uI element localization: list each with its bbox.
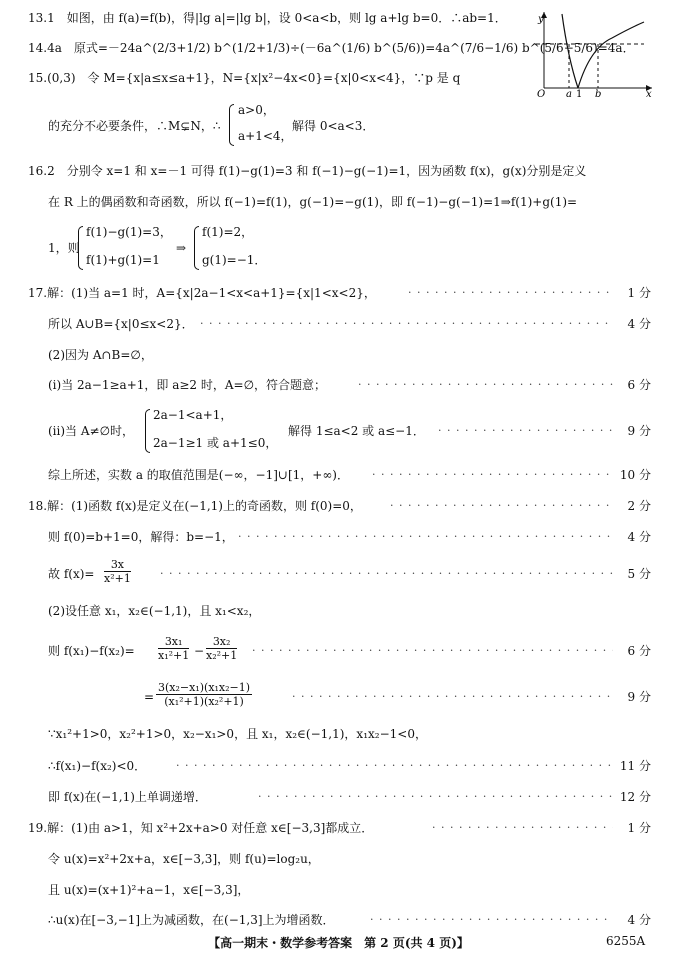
score: 9 分 [627, 690, 651, 704]
score: 1 分 [627, 286, 651, 300]
graph-a-label: a [566, 89, 572, 98]
leader-dots [200, 316, 613, 332]
score: 12 分 [619, 790, 651, 804]
q18-line-2: 则 f(0)=b+1=0，解得：b=−1， [48, 530, 234, 544]
brace [145, 409, 150, 453]
q18-line-6: ∵x₁²+1>0，x₂²+1>0，x₂−x₁>0，且 x₁，x₂∈(−1,1)，x₁x₂−1<0， [48, 727, 427, 741]
q18-line-5: 则 f(x₁)−f(x₂)= [48, 644, 135, 658]
page-footer: 【高一期末・数学参考答案 第 2 页(共 4 页)】 [208, 936, 469, 950]
score: 11 分 [619, 759, 651, 773]
leader-dots [258, 789, 613, 805]
q17-line-6: 综上所述，实数 a 的取值范围是(−∞，−1]∪[1，+∞)． [48, 468, 349, 482]
fraction [104, 558, 131, 585]
q13-line: 13.1 如图，由 f(a)=f(b)，得|lg a|=|lg b|，设 0<a<b，则 lg a+lg b=0．∴ab=1． [28, 11, 507, 25]
fraction-numerator: 3x₂ [206, 635, 237, 649]
q16-line-1: 16.2 分别令 x=1 和 x=－1 可得 f(1)−g(1)=3 和 f(−1)−g(−1)=1，因为函数 f(x)，g(x)分别是定义 [28, 164, 587, 178]
graph-b-label: b [595, 89, 602, 98]
q17-line-2: 所以 A∪B={x|0≤x<2}． [48, 317, 194, 331]
leader-dots [432, 820, 613, 836]
minus-sign: − [194, 644, 205, 658]
q18-line-4: (2)设任意 x₁，x₂∈(−1,1)，且 x₁<x₂， [48, 604, 261, 618]
q14-line: 14.4a 原式=－24a^(2/3+1/2) b^(1/2+1/3)÷(－6a^(1/6) b^(5/6))=4a^(7/6−1/6) b^(5/6−5/6)=4a． [28, 41, 635, 55]
graph-y-label: y [538, 14, 544, 25]
q16-eq-2: f(1)+g(1)=1 [86, 253, 160, 267]
leader-dots [160, 566, 613, 582]
score: 6 分 [627, 644, 651, 658]
q15-line-2: 的充分不必要条件，∴M⊊N，∴ [48, 119, 221, 133]
fraction-numerator: 3x₁ [158, 635, 189, 649]
q15-cond-2: a+1<4， [238, 129, 293, 143]
q16-eq-3: f(1)=2， [202, 225, 254, 239]
q15-line-1: 15.(0,3) 令 M={x|a≤x≤a+1}，N={x|x²−4x<0}={x|0<x<4}，∵p 是 q [28, 71, 461, 85]
q19-line-4: ∴u(x)在[−3,−1]上为减函数，在(−1,3]上为增函数． [48, 913, 335, 927]
leader-dots [292, 689, 613, 705]
fraction-denominator: (x₁²+1)(x₂²+1) [164, 695, 244, 708]
score: 1 分 [627, 821, 651, 835]
fraction-numerator: 3(x₂−x₁)(x₁x₂−1) [158, 681, 251, 694]
q18-line-1: 18.解：(1)函数 f(x)是定义在(−1,1)上的奇函数，则 f(0)=0， [28, 499, 362, 513]
q17-cond-1: 2a−1<a+1， [153, 408, 233, 422]
fraction [158, 635, 189, 662]
q17-line-5: (ii)当 A≠∅时， [48, 424, 135, 438]
score: 4 分 [627, 317, 651, 331]
graph-x-label: x [646, 89, 652, 98]
q19-line-1: 19.解：(1)由 a>1，知 x²+2x+a>0 对任意 x∈[−3,3]都成立． [28, 821, 374, 835]
leader-dots [176, 758, 613, 774]
brace [78, 226, 83, 270]
brace [229, 104, 234, 146]
q16-eq-4: g(1)=−1． [202, 253, 267, 267]
q16-line-2: 在 R 上的偶函数和奇函数，所以 f(−1)=f(1)，g(−1)=−g(1)，即 f(−1)−g(−1)=1⇒f(1)+g(1)= [48, 195, 578, 209]
q17-line-1: 17.解：(1)当 a=1 时，A={x|2a−1<x<a+1}={x|1<x<2}， [28, 286, 376, 300]
leader-dots [390, 498, 613, 514]
q18-line-7: ∴f(x₁)−f(x₂)<0． [48, 759, 147, 773]
score: 4 分 [627, 913, 651, 927]
q17-line-3: (2)因为 A∩B=∅， [48, 348, 153, 362]
q19-line-3: 且 u(x)=(x+1)²+a−1，x∈[−3,3]， [48, 883, 250, 897]
q18-line-8: 即 f(x)在(−1,1)上单调递增． [48, 790, 207, 804]
fraction-numerator: 3x [104, 558, 131, 572]
q18-line-3: 故 f(x)= [48, 567, 95, 581]
q15-cond-1: a>0， [238, 103, 275, 117]
leader-dots [372, 467, 613, 483]
score: 6 分 [627, 378, 651, 392]
fraction-denominator: x²+1 [104, 572, 131, 585]
score: 10 分 [619, 468, 651, 482]
implies-arrow: ⇒ [176, 241, 187, 255]
document-code: 6255A [606, 934, 646, 948]
score: 4 分 [627, 530, 651, 544]
fraction-denominator: x₁²+1 [158, 649, 190, 662]
fraction [206, 635, 237, 662]
q17-line-4: (i)当 2a−1≥a+1，即 a≥2 时，A=∅，符合题意； [48, 378, 327, 392]
q17-cond-2: 2a−1≥1 或 a+1≤0， [153, 436, 278, 450]
brace [194, 226, 199, 270]
q15-result: 解得 0<a<3． [292, 119, 375, 133]
q16-line-3: 1，则 [48, 241, 80, 255]
score: 5 分 [627, 567, 651, 581]
leader-dots [370, 912, 613, 928]
leader-dots [238, 529, 613, 545]
graph-one-label: 1 [576, 89, 583, 98]
fraction [156, 681, 252, 708]
log-abs-graph [532, 8, 657, 98]
q19-line-2: 令 u(x)=x²+2x+a，x∈[−3,3]，则 f(u)=log₂u， [48, 852, 320, 866]
leader-dots [438, 423, 613, 439]
q17-result: 解得 1≤a<2 或 a≤−1． [288, 424, 425, 438]
equals-sign: = [144, 690, 155, 704]
fraction-denominator: x₂²+1 [206, 649, 238, 662]
graph-origin-label: O [537, 89, 546, 98]
leader-dots [408, 285, 613, 301]
score: 9 分 [627, 424, 651, 438]
score: 2 分 [627, 499, 651, 513]
q16-eq-1: f(1)−g(1)=3， [86, 225, 172, 239]
leader-dots [252, 643, 613, 659]
leader-dots [358, 377, 613, 393]
